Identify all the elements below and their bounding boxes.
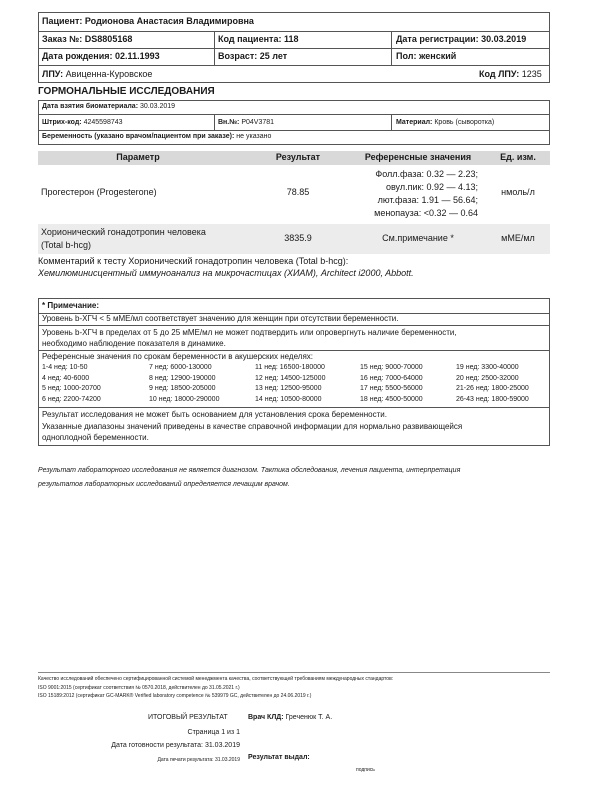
patient-name-row bbox=[42, 16, 254, 26]
page-number: Страница 1 из 1 bbox=[187, 729, 240, 736]
sex: женский bbox=[418, 51, 457, 61]
lpu: Авиценна-Куровское bbox=[65, 69, 153, 79]
weeks-col-2: 7 нед: 6000-130000 8 нед: 12900-190000 9 нед: 18500-205000 10 нед: 18000-290000 bbox=[149, 364, 220, 403]
weeks-col-5: 19 нед: 3300-40000 20 нед: 2500-32000 21-26 нед: 1800-25000 26-43 нед: 1800-59000 bbox=[456, 364, 529, 403]
patient-code-row: Код пациента: 118 bbox=[218, 34, 299, 44]
results-table-header bbox=[38, 151, 550, 165]
doctor-name: Греченюк Т. А. bbox=[285, 714, 333, 721]
total-result-label: ИТОГОВЫЙ РЕЗУЛЬТАТ bbox=[148, 714, 228, 721]
ref-values: См.примечание * bbox=[382, 233, 454, 243]
disclaimer: Результат лабораторного исследования не является диагнозом. Тактика обследования, лечения пациента, интерпретация результатов лабораторных исследований определяется лечащим врачом. bbox=[38, 467, 461, 488]
col-result: Результат bbox=[275, 152, 321, 162]
col-param: Параметр bbox=[116, 152, 160, 162]
birth-date: 02.11.1993 bbox=[115, 51, 160, 61]
weeks-title: Референсные значения по срокам беременности в акушерских неделях: bbox=[42, 352, 314, 361]
barcode: 4245598743 bbox=[83, 119, 123, 126]
ready-date-row: Дата готовности результата: 31.03.2019 bbox=[111, 742, 240, 749]
sample-date-row: Дата взятия биоматериала: 30.03.2019 bbox=[42, 103, 176, 110]
doctor-row: Врач КЛД: Греченюк Т. А. bbox=[248, 714, 333, 721]
age: 25 лет bbox=[259, 51, 288, 61]
reg-date-row: Дата регистрации: 30.03.2019 bbox=[396, 34, 527, 44]
patient-label: Пациент: bbox=[42, 16, 83, 26]
unit: нмоль/л bbox=[501, 187, 535, 197]
weeks-col-1: 1-4 нед: 10-50 4 нед: 40-6000 5 нед: 1000-20700 6 нед: 2200-74200 bbox=[42, 364, 101, 403]
ready-date: 31.03.2019 bbox=[204, 742, 240, 749]
footer-divider bbox=[38, 672, 550, 673]
order-number: DS8805168 bbox=[84, 34, 133, 44]
pregnancy-status: не указано bbox=[236, 133, 272, 140]
table-row bbox=[38, 167, 550, 222]
section-title: ГОРМОНАЛЬНЫЕ ИССЛЕДОВАНИЯ bbox=[38, 86, 215, 97]
ref-values: Фолл.фаза: 0.32 — 2.23; овул.пик: 0.92 — 4.13; лют.фаза: 1.91 — 56.64; менопауза: <0.32 — 0.64 bbox=[374, 169, 478, 218]
vn-number: P04V3781 bbox=[241, 119, 275, 126]
weeks-col-3: 11 нед: 16500-180000 12 нед: 14500-125000 13 нед: 12500-95000 14 нед: 10500-80000 bbox=[255, 364, 326, 403]
test-comment-label: Комментарий к тесту Хорионический гонадотропин человека (Total b-hcg): bbox=[38, 256, 349, 266]
lpu-code: 1235 bbox=[521, 69, 542, 79]
col-ref: Референсные значения bbox=[364, 152, 472, 162]
note-line: Уровень b-ХГЧ < 5 мМЕ/мл соответствует значению для женщин при отсутствии беременности. bbox=[42, 314, 399, 323]
lpu-row: ЛПУ: Авиценна-Куровское bbox=[42, 69, 153, 79]
unit: мМЕ/мл bbox=[501, 233, 535, 243]
test-comment: Хемилюминисцентный иммуноанализ на микрочастицах (ХИАМ), Architect i2000, Abbott. bbox=[38, 268, 414, 278]
reg-date: 30.03.2019 bbox=[481, 34, 527, 44]
print-date-row: Дата печати результата: 31.03.2019 bbox=[157, 757, 240, 763]
birth-row: Дата рождения: 02.11.1993 bbox=[42, 51, 160, 61]
note-line: Уровень b-ХГЧ в пределах от 5 до 25 мМЕ/мл не может подтвердить или опровергнуть наличие беременности, необходимо наблюдение показателя в динамике. bbox=[42, 328, 457, 348]
signature-label: подпись bbox=[356, 767, 375, 773]
note-title: * Примечание: bbox=[42, 301, 100, 310]
barcode-row: Штрих-код: 4245598743 bbox=[42, 119, 123, 126]
vn-row: Вн.№: P04V3781 bbox=[218, 119, 275, 126]
col-unit: Ед. изм. bbox=[500, 152, 536, 162]
sample-info bbox=[38, 100, 550, 145]
weeks-col-4: 15 нед: 9000-70000 16 нед: 7000-64000 17 нед: 5500-56000 18 нед: 4500-50000 bbox=[360, 364, 423, 403]
print-date: 31.03.2019 bbox=[214, 757, 240, 763]
result-value: 3835.9 bbox=[284, 233, 312, 243]
order-row: Заказ №: DS8805168 bbox=[42, 34, 133, 44]
sample-date: 30.03.2019 bbox=[139, 103, 176, 110]
material-row: Материал: Кровь (сыворотка) bbox=[396, 119, 495, 126]
sex-row: Пол: женский bbox=[396, 51, 457, 61]
patient-name: Родионова Анастасия Владимировна bbox=[84, 16, 254, 26]
age-row: Возраст: 25 лет bbox=[218, 51, 288, 61]
table-row bbox=[38, 224, 550, 254]
note-box bbox=[38, 298, 550, 446]
material: Кровь (сыворотка) bbox=[434, 119, 495, 126]
param-name: Хорионический гонадотропин человека (Total b-hcg) bbox=[41, 227, 206, 250]
lpu-code-row: Код ЛПУ: 1235 bbox=[479, 69, 542, 79]
param-name: Прогестерон (Progesterone) bbox=[41, 187, 157, 197]
patient-code: 118 bbox=[283, 34, 299, 44]
pregnancy-row: Беременность (указано врачом/пациентом при заказе): не указано bbox=[42, 133, 272, 140]
patient-header bbox=[38, 12, 550, 83]
result-value: 78.85 bbox=[286, 187, 310, 197]
quality-statement: Качество исследований обеспечено сертифицированной системой менеджмента качества, соответствующей требованиям международных стандартов: ISO 9001:2015 (сертификат соответствия № 0570.2018, действителен до 31.05.2021 г.) ISO 15189:2012 (сертификат GC-MARK® Verified laboratory competence № 539979 GC, действителен до 24.06.2019 г.) bbox=[38, 676, 394, 699]
issued-label: Результат выдал: bbox=[248, 754, 310, 761]
note-footer: Результат исследования не может быть основанием для установления срока беременности. Указанные диапазоны значений приведены в качестве справочной информации для нормально развивающейся одноплодной беременности. bbox=[42, 410, 463, 442]
